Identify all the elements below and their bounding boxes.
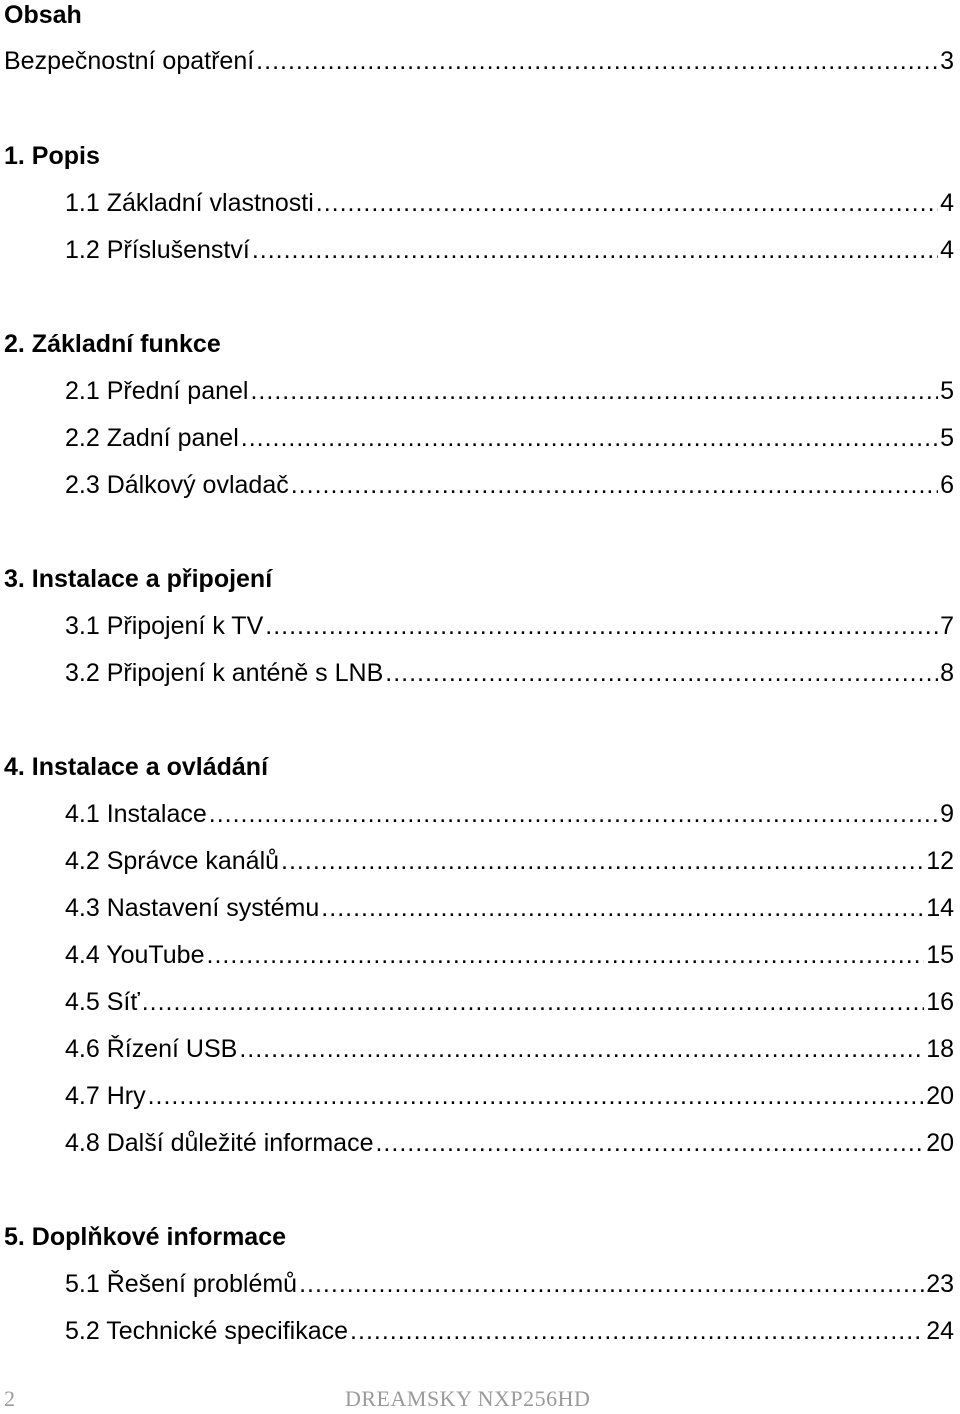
toc-entry[interactable] [65, 844, 954, 878]
toc-entry[interactable] [65, 938, 954, 972]
toc-entry-page: 20 [926, 1082, 954, 1110]
toc-entry-label: 4.1 Instalace [65, 800, 207, 828]
toc-entry[interactable] [65, 186, 954, 220]
toc-entry-label: 3.1 Připojení k TV [65, 612, 264, 640]
dot-leader [207, 938, 925, 972]
section-heading: 4. Instalace a ovládání [4, 753, 269, 781]
toc-entry-page: 16 [926, 988, 954, 1016]
dot-leader [316, 186, 938, 220]
dot-leader [256, 44, 938, 78]
toc-entry-label: 1.2 Příslušenství [65, 236, 250, 264]
dot-leader [241, 421, 938, 455]
toc-entry-page: 12 [926, 847, 954, 875]
dot-leader [209, 797, 938, 831]
toc-entry-page: 18 [926, 1035, 954, 1063]
toc-entry-page: 8 [940, 659, 954, 687]
toc-entry-page: 4 [940, 236, 954, 264]
toc-entry-page: 9 [940, 800, 954, 828]
toc-entry-page: 3 [940, 47, 954, 75]
toc-entry-label: 5.2 Technické specifikace [65, 1317, 349, 1345]
footer-brand: DREAMSKY NXP256HD [345, 1386, 591, 1411]
toc-entry-page: 7 [940, 612, 954, 640]
toc-entry-page: 6 [940, 471, 954, 499]
toc-entry-page: 15 [926, 941, 954, 969]
toc-entry[interactable] [65, 985, 954, 1019]
toc-entry-label: 4.3 Nastavení systému [65, 894, 320, 922]
toc-entry[interactable] [65, 1079, 954, 1113]
page-title: Obsah [4, 1, 82, 29]
toc-entry[interactable] [65, 468, 954, 502]
toc-entry-page: 5 [940, 377, 954, 405]
toc-entry-label: 4.6 Řízení USB [65, 1035, 238, 1063]
section-heading: 3. Instalace a připojení [4, 565, 273, 593]
dot-leader [252, 233, 938, 267]
toc-entry-page: 20 [926, 1129, 954, 1157]
toc-entry[interactable] [65, 233, 954, 267]
toc-entry[interactable] [65, 609, 954, 643]
dot-leader [239, 1032, 924, 1066]
toc-entry-label: 4.2 Správce kanálů [65, 847, 280, 875]
toc-entry-label: 4.5 Síť [65, 988, 140, 1016]
dot-leader [281, 844, 924, 878]
toc-entry[interactable] [65, 797, 954, 831]
toc-entry[interactable] [65, 374, 954, 408]
toc-entry-page: 5 [940, 424, 954, 452]
dot-leader [321, 891, 924, 925]
toc-entry[interactable] [65, 656, 954, 690]
toc-entry-label: 3.2 Připojení k anténě s LNB [65, 659, 384, 687]
section-heading: 1. Popis [4, 142, 100, 170]
toc-entry-page: 24 [926, 1317, 954, 1345]
toc-entry-label: 4.8 Další důležité informace [65, 1129, 374, 1157]
toc-entry-label: 4.4 YouTube [65, 941, 205, 969]
toc-entry-label: 2.3 Dálkový ovladač [65, 471, 289, 499]
toc-entry[interactable] [65, 891, 954, 925]
toc-entry[interactable] [65, 1032, 954, 1066]
toc-entry-label: 2.2 Zadní panel [65, 424, 239, 452]
toc-entry-label: Bezpečnostní opatření [4, 47, 255, 75]
toc-entry[interactable] [65, 1126, 954, 1160]
dot-leader [250, 374, 938, 408]
toc-entry-page: 23 [926, 1270, 954, 1298]
toc-entry-label: 4.7 Hry [65, 1082, 146, 1110]
toc-entry-page: 14 [926, 894, 954, 922]
toc-entry[interactable] [65, 421, 954, 455]
dot-leader [385, 656, 938, 690]
toc-entry-safety[interactable] [4, 44, 954, 78]
toc-entry-label: 2.1 Přední panel [65, 377, 249, 405]
section-heading: 2. Základní funkce [4, 330, 221, 358]
dot-leader [148, 1079, 925, 1113]
dot-leader [350, 1314, 924, 1348]
dot-leader [142, 985, 924, 1019]
dot-leader [375, 1126, 924, 1160]
toc-entry[interactable] [65, 1314, 954, 1348]
dot-leader [299, 1267, 924, 1301]
footer-page-number: 2 [4, 1386, 15, 1411]
toc-entry-label: 5.1 Řešení problémů [65, 1270, 298, 1298]
dot-leader [291, 468, 938, 502]
toc-entry-page: 4 [940, 189, 954, 217]
toc-entry[interactable] [65, 1267, 954, 1301]
dot-leader [265, 609, 938, 643]
section-heading: 5. Doplňkové informace [4, 1223, 287, 1251]
toc-entry-label: 1.1 Základní vlastnosti [65, 189, 314, 217]
